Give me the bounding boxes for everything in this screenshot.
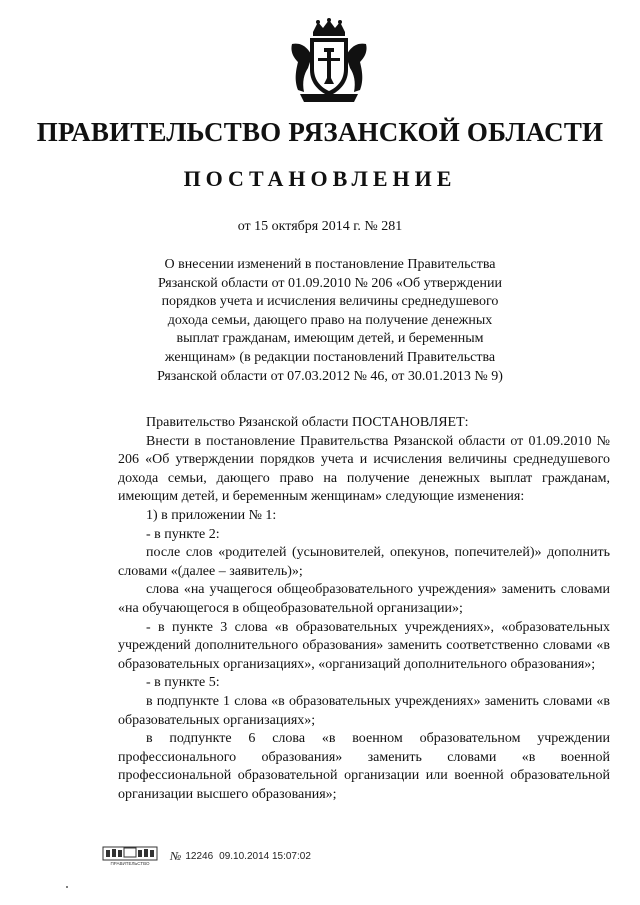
body-paragraph: слова «на учащегося общеобразовательного учреждения» заменить словами «на обучающегося в общеобразовательной организации»;	[118, 582, 610, 616]
document-body	[118, 414, 610, 804]
stamp-caption: ПРАВИТЕЛЬСТВО	[110, 861, 150, 866]
registration-footer	[102, 844, 422, 868]
number-sign: №	[170, 848, 182, 863]
subject-line: Рязанской области от 01.09.2010 № 206 «Об утверждении	[158, 275, 502, 291]
registry-stamp-icon	[102, 846, 158, 866]
subject-line: Рязанской области от 07.03.2012 № 46, от 30.01.2013 № 9)	[157, 368, 503, 384]
body-paragraph: - в пункте 2:	[146, 526, 220, 542]
registration-number: 12246	[185, 850, 214, 862]
subject-line: О внесении изменений в постановление Правительства	[164, 257, 496, 272]
document-subject	[130, 256, 530, 386]
document-date-number: от 15 октября 2014 г. № 281	[237, 219, 403, 234]
scan-speck	[66, 886, 68, 888]
body-paragraph: - в пункте 5:	[146, 675, 220, 691]
subject-line: порядков учета и исчисления величины среднедушевого	[161, 294, 499, 310]
subject-line: выплат гражданам, имеющим детей, и беременным	[176, 331, 484, 347]
registration-timestamp: 09.10.2014 15:07:02	[219, 850, 311, 862]
body-paragraph: Правительство Рязанской области ПОСТАНОВЛЯЕТ:	[146, 415, 469, 430]
body-paragraph: - в пункте 3 слова «в образовательных учреждениях», «образовательных учреждений дополнительного образования» заменить соответственно словами «в образовательных организациях», «организаций дополнительного образования»;	[118, 619, 610, 672]
subject-line: женщинам» (в редакции постановлений Правительства	[164, 349, 496, 365]
government-title: ПРАВИТЕЛЬСТВО РЯЗАНСКОЙ ОБЛАСТИ	[36, 117, 604, 147]
body-paragraph: в подпункте 1 слова «в образовательных учреждениях» заменить словами «в образовательных организациях»;	[118, 693, 610, 728]
body-paragraph: в подпункте 6 слова «в военном образовательном учреждении профессионального образования» заменить словами «в военной профессиональной образовательной организации или военной образовательной организации высшего образования»;	[118, 731, 610, 802]
body-paragraph: после слов «родителей (усыновителей, опекунов, попечителей)» дополнить словами «(далее – заявитель)»;	[118, 545, 610, 579]
body-paragraph: 1) в приложении № 1:	[146, 507, 277, 523]
subject-line: дохода семьи, дающего право на получение денежных	[167, 312, 493, 328]
body-paragraph: Внести в постановление Правительства Рязанской области от 01.09.2010 № 206 «Об утверждении порядков учета и исчисления величины среднедушевого дохода семьи, дающего право на получение денежных выплат гражданам, имеющим детей, и беременным женщинам» следующие изменения:	[118, 433, 610, 505]
coat-of-arms-icon	[288, 18, 370, 106]
document-type: ПОСТАНОВЛЕНИЕ	[183, 166, 457, 191]
